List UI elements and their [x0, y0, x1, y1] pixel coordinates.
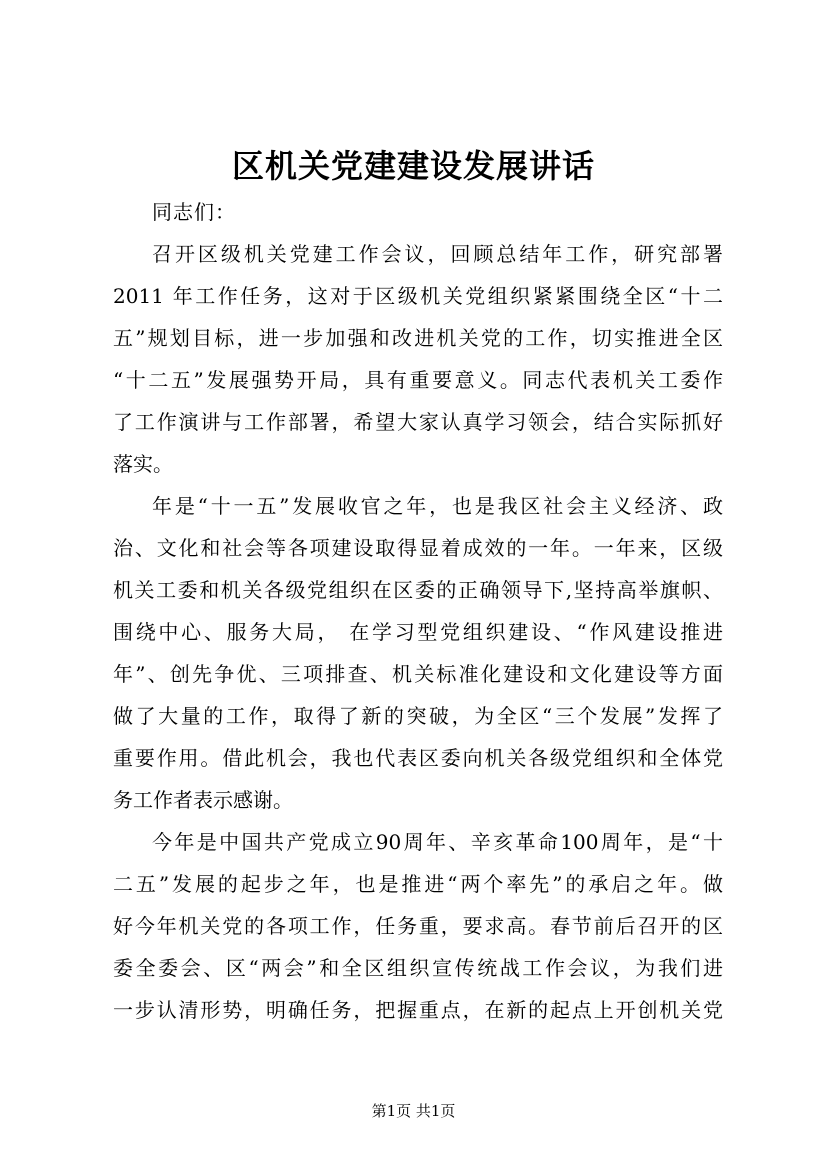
body-line: 好今年机关党的各项工作，任务重，要求高。春节前后召开的区 [113, 914, 723, 938]
body-line: 机关工委和机关各级党组织在区委的正确领导下,坚持高举旗帜、 [113, 578, 723, 602]
salutation: 同志们： [152, 200, 236, 224]
body-line: 一步认清形势，明确任务，把握重点，在新的起点上开创机关党 [113, 998, 723, 1022]
body-line: “十二五”发展强势开局，具有重要意义。同志代表机关工委作 [113, 368, 723, 392]
body-line: 2011 年工作任务，这对于区级机关党组织紧紧围绕全区“十二 [113, 284, 723, 308]
body-line: 年是“十一五”发展收官之年，也是我区社会主义经济、政 [152, 494, 723, 518]
body-line: 五”规划目标，进一步加强和改进机关党的工作，切实推进全区 [113, 326, 723, 350]
body-line: 围绕中心、服务大局， 在学习型党组织建设、“作风建设推进 [113, 620, 723, 644]
body-line: 落实。 [113, 452, 173, 476]
body-line: 委全委会、区“两会”和全区组织宣传统战工作会议，为我们进 [113, 956, 723, 980]
body-line: 二五”发展的起步之年，也是推进“两个率先”的承启之年。做 [113, 872, 723, 896]
body-line: 做了大量的工作，取得了新的突破，为全区“三个发展”发挥了 [113, 704, 723, 728]
page-footer: 第1页 共1页 [371, 1102, 456, 1120]
body-line: 了工作演讲与工作部署，希望大家认真学习领会，结合实际抓好 [113, 410, 723, 434]
body-line: 务工作者表示感谢。 [113, 788, 293, 812]
body-line: 今年是中国共产党成立90周年、辛亥革命100周年，是“十 [152, 830, 723, 854]
body-line: 重要作用。借此机会，我也代表区委向机关各级党组织和全体党 [113, 746, 723, 770]
body-line: 治、文化和社会等各项建设取得显着成效的一年。一年来，区级 [113, 536, 723, 560]
page-title: 区机关党建建设发展讲话 [231, 147, 595, 185]
body-line: 年”、创先争优、三项排查、机关标准化建设和文化建设等方面 [113, 662, 723, 686]
body-line: 召开区级机关党建工作会议，回顾总结年工作，研究部署 [152, 242, 723, 266]
